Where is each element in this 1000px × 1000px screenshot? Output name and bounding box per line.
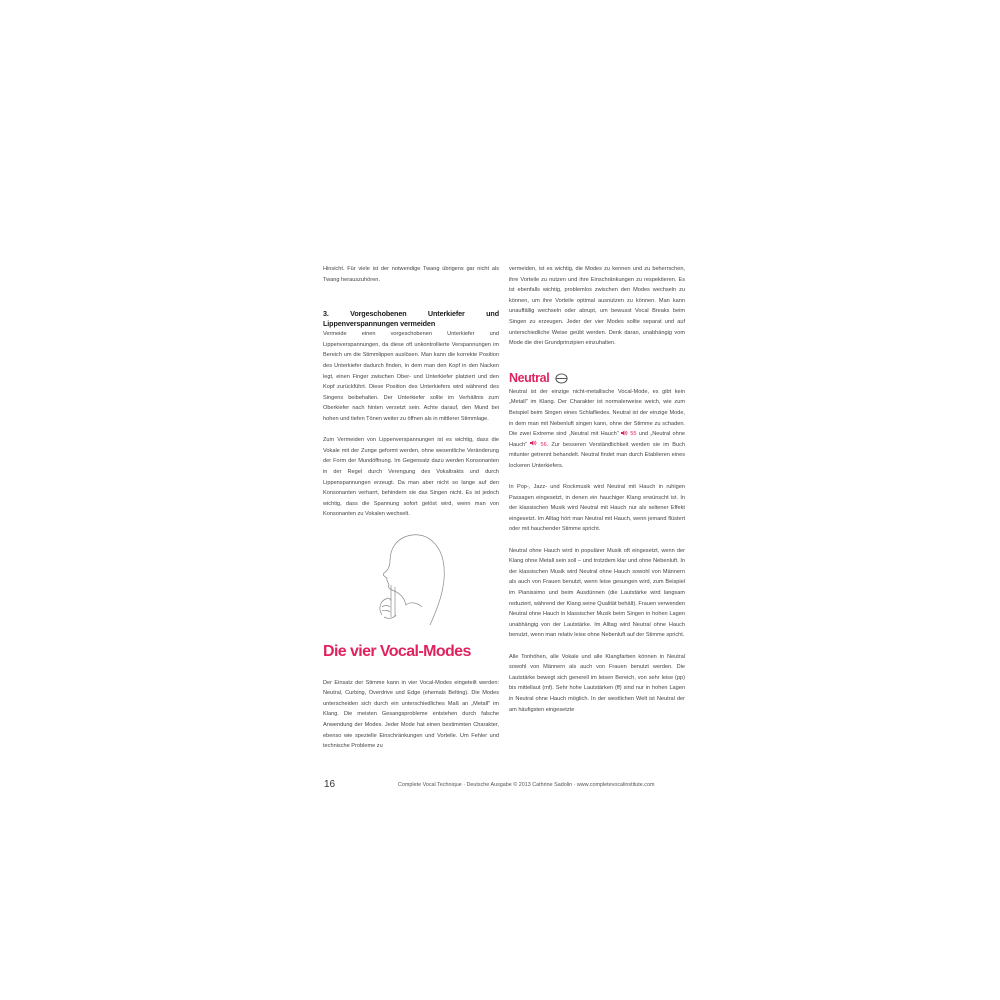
audio-track-number: 56 xyxy=(540,441,547,448)
neutral-heading: Neutral xyxy=(509,371,550,386)
neutral-paragraph-4: Alle Tonhöhen, alle Vokale und alle Klangfarben können in Neutral sowohl von Männern als auch von Frauen benutzt werden. Die Lautstärke bewegt sich generell im leisen Bereich, von sehr leise (pp) bis mittellaut (mf). Sehr hohe Lautstärken (ff) sind nur in hohen Lagen in Neutral ohne Hauch möglich. In der westlichen Welt ist Neutral der am häufigsten eingesetzte xyxy=(509,653,685,713)
neutral-p1-text-c: . Zur besseren Verständlichkeit werden sie im Buch mitunter getrennt behandelt. Neutral findet man durch Etablieren eines lockeren Unterkiefers. xyxy=(509,441,685,469)
section-paragraph-1: Vermeide einen vorgeschobenen Unterkiefer und Lippenverspannungen, da diese oft unkontrollierte Verspannungen im Bereich um die Stimmlippen auslösen. Man kann die korrekte Position des Unterkiefer dadurch finden, in dem man den Kopf in den Nacken legt, einen Finger zwischen Ober- und Unterkiefer platziert und den Kopf zurückführt. Diese Position des Unterkiefers wird während des Singens beibehalten. Der Unterkiefer sollte im Verhältnis zum Oberkiefer nach hinten versetzt sein. Achte darauf, den Mund bei hohen und tiefen Tönen weiter zu öffnen als in mittlerer Stimmlage. xyxy=(323,331,499,422)
left-column xyxy=(323,264,499,530)
audio-track-55[interactable] xyxy=(621,431,637,437)
footer-credit: Complete Vocal Technique · Deutsche Ausgabe © 2013 Cathrine Sadolin · www.completevocalinstitute.com xyxy=(398,782,655,788)
section-paragraph-2: Zum Vermeiden von Lippenverspannungen ist es wichtig, dass die Vokale mit der Zunge geformt werden, ohne wesentliche Veränderung der Form der Mundöffnung. Im Gegensatz dazu werden Konsonanten in der Regel durch Verengung des Vokaltrakts und durch Lippenspannungen erzeugt. Da man aber nicht so lange auf den Konsonanten verharrt, behindern sie das Singen nicht. Es ist jedoch wichtig, dass die Spannung sofort gelöst wird, wenn man von Konsonanten zu Vokalen wechselt. xyxy=(323,437,499,518)
section-heading: 3. Vorgeschobenen Unterkiefer und Lippenverspannungen vermeiden xyxy=(323,309,499,329)
head-profile-illustration xyxy=(360,527,470,627)
neutral-mode-icon xyxy=(555,373,568,384)
neutral-p1-text-b: und „Neutral ohne Hauch" xyxy=(509,431,685,448)
neutral-paragraph-3: Neutral ohne Hauch wird in populärer Musik oft eingesetzt, wenn der Klang ohne Metall sein soll – und trotzdem klar und ohne Nebenluft. In der klassischen Musik wird Neutral ohne Hauch sowohl von Männern als auch von Frauen benutzt, wenn leise gesungen wird, zum Beispiel im Pianissimo und beim Ausdünnen (die Lautstärke wird langsam reduziert, während der Klang seine Qualität behält). Frauen verwenden Neutral ohne Hauch in klassischer Musik beim Singen in hohen Lagen unabhängig von der Lautstärke. Im Alltag wird Neutral ohne Hauch benutzt, wenn man relativ leise ohne Nebenluft auf der Stimme spricht. xyxy=(509,547,685,639)
audio-track-number: 55 xyxy=(630,431,637,438)
neutral-p1-text-a: Neutral ist der einzige nicht-metallische Vocal-Mode, es gibt kein „Metall" im Klang. Der Charakter ist normalerweise weich, wie zum Beispiel beim Singen eines Schlafliedes. Neutral ist der einzige Mode, in dem man mit Nebenluft singen kann, ohne der Stimme zu schaden. Die zwei Extreme sind „Neutral mit Hauch" xyxy=(509,388,685,438)
right-column xyxy=(509,264,685,726)
continuation-paragraph: vermeiden, ist es wichtig, die Modes zu kennen und zu beherrschen, ihre Vorteile zu nutzen und ihre Einschränkungen zu respektieren. Es ist ebenfalls wichtig, problemlos zwischen den Modes wechseln zu können, um ihre Vorteile optimal ausnutzen zu können. Man kann unauffällig wechseln oder abrupt, um bewusst Vocal Breaks beim Singen zu erzeugen. Jeder der vier Modes sollte separat und auf unterschiedliche Weise geübt werden. Denk daran, unabhängig vom Mode die drei Grundprinzipien einzuhalten. xyxy=(509,266,685,347)
neutral-paragraph-2: In Pop-, Jazz- und Rockmusik wird Neutral mit Hauch in ruhigen Passagen eingesetzt, in denen ein hauchiger Klang erwünscht ist. In der klassischen Musik wird Neutral mit Hauch nur als seltener Effekt eingesetzt. Im Alltag hört man Neutral mit Hauch, wenn jemand flüstert oder mit hauchender Stimme spricht. xyxy=(509,484,685,533)
page-number: 16 xyxy=(324,779,336,790)
speaker-icon xyxy=(621,430,628,436)
chapter-paragraph: Der Einsatz der Stimme kann in vier Vocal-Modes eingeteilt werden: Neutral, Curbing, Overdrive und Edge (ehemals Belting). Die Modes unterscheiden sich durch ein unterschiedliches Maß an „Metall" im Klang. Die meisten Gesangsprobleme entstehen durch falsche Anwendung der Modes. Jeder Mode hat einen bestimmten Charakter, ebenso wie spezielle Einschränkungen und Vorteile. Um Fehler und technische Probleme zu xyxy=(323,679,499,750)
chapter-heading: Die vier Vocal-Modes xyxy=(323,643,471,660)
neutral-paragraph-1 xyxy=(509,387,685,472)
audio-track-56[interactable] xyxy=(530,442,546,448)
speaker-icon xyxy=(530,440,537,446)
intro-paragraph: Hinsicht. Für viele ist der notwendige Twang übrigens gar nicht als Twang herauszuhören. xyxy=(323,266,499,283)
neutral-heading-row xyxy=(509,371,685,387)
